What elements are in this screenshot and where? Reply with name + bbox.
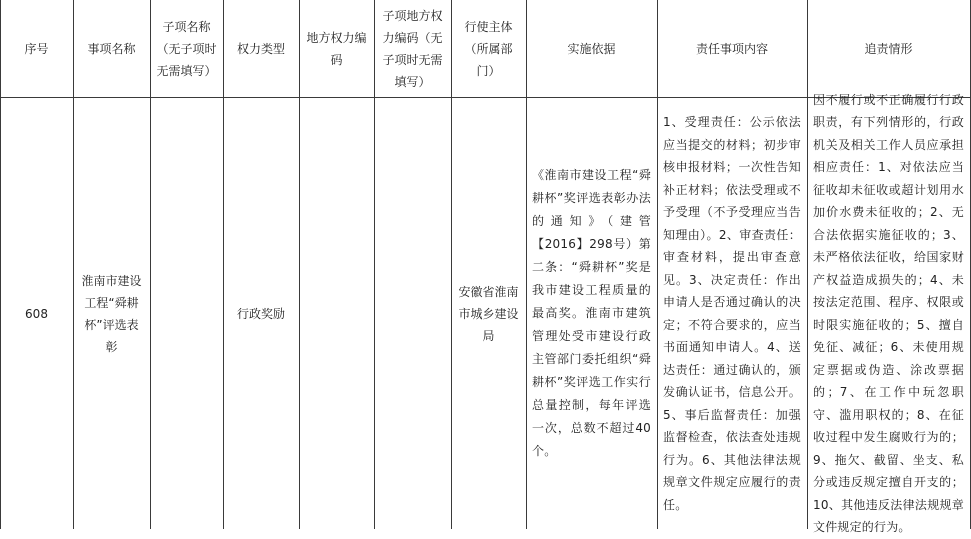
header-subject: 行使主体 （所属部 门） bbox=[464, 19, 513, 78]
cell-seq: 608 bbox=[25, 306, 48, 321]
cell-local-code bbox=[299, 98, 374, 529]
cell-item-name: 淮南市建设 工程“舜耕 杯”评选表 彰 bbox=[81, 273, 142, 354]
cell-basis: 《淮南市建设工程“舜耕杯”奖评选表彰办法的通知》（建管【2016】298号）第二条：“舜耕杯”奖是我市建设工程质量的最高奖。淮南市建筑管理处受市建设行政主管部门委托组织“舜耕杯”奖评选工作实行总量控制，每年评选一次，总数不超过40个。 bbox=[532, 168, 651, 458]
header-responsibility: 责任事项内容 bbox=[695, 41, 768, 56]
header-sub-name: 子项名称 （无子项时 无需填写） bbox=[156, 19, 217, 78]
cell-subject: 安徽省淮南 市城乡建设 局 bbox=[458, 284, 519, 343]
cell-responsibility: 1、受理责任：公示依法应当提交的材料；初步审核申报材料；一次性告知补正材料；依法受理或不予受理（不予受理应当告知理由）。2、审查责任：审查材料，提出审查意见。3、决定责任：作出申请人是否通过确认的决定；不符合要求的，应当书面通知申请人。4、送达责任：通过确认的，颁发确认证书，信息公开。5、事后监督责任：加强监督检查，依法查处违规行为。6、其他法律法规规章文件规定应履行的责任。 bbox=[663, 115, 801, 512]
cell-sub-name bbox=[150, 98, 223, 529]
header-seq: 序号 bbox=[24, 41, 49, 56]
header-item-name: 事项名称 bbox=[87, 41, 136, 56]
header-basis: 实施依据 bbox=[567, 41, 616, 56]
header-local-code: 地方权力编 码 bbox=[306, 30, 367, 67]
cell-accountability: 因不履行或不正确履行行政职责，有下列情形的，行政机关及相关工作人员应承担相应责任：1、对依法应当征收却未征收或超计划用水加价水费未征收的；2、无合法依据实施征收的；3、未严格依法征收，给国家财产权益造成损失的；4、未按法定范围、程序、权限或时限实施征收的；5、擅自免征、减征；6、未使用规定票据或伪造、涂改票据的；7、在工作中玩忽职守、滥用职权的；8、在征收过程中发生腐败行为的；9、拖欠、截留、坐支、私分或违反规定擅自开支的；10、其他违反法律法规规章文件规定的行为。 bbox=[813, 92, 964, 534]
header-power-type: 权力类型 bbox=[236, 41, 285, 56]
cell-sub-local-code bbox=[374, 98, 451, 529]
header-accountability: 追责情形 bbox=[864, 41, 913, 56]
cell-power-type: 行政奖励 bbox=[236, 306, 285, 321]
header-sub-local-code: 子项地方权 力编码（无 子项时无需 填写） bbox=[382, 8, 443, 89]
